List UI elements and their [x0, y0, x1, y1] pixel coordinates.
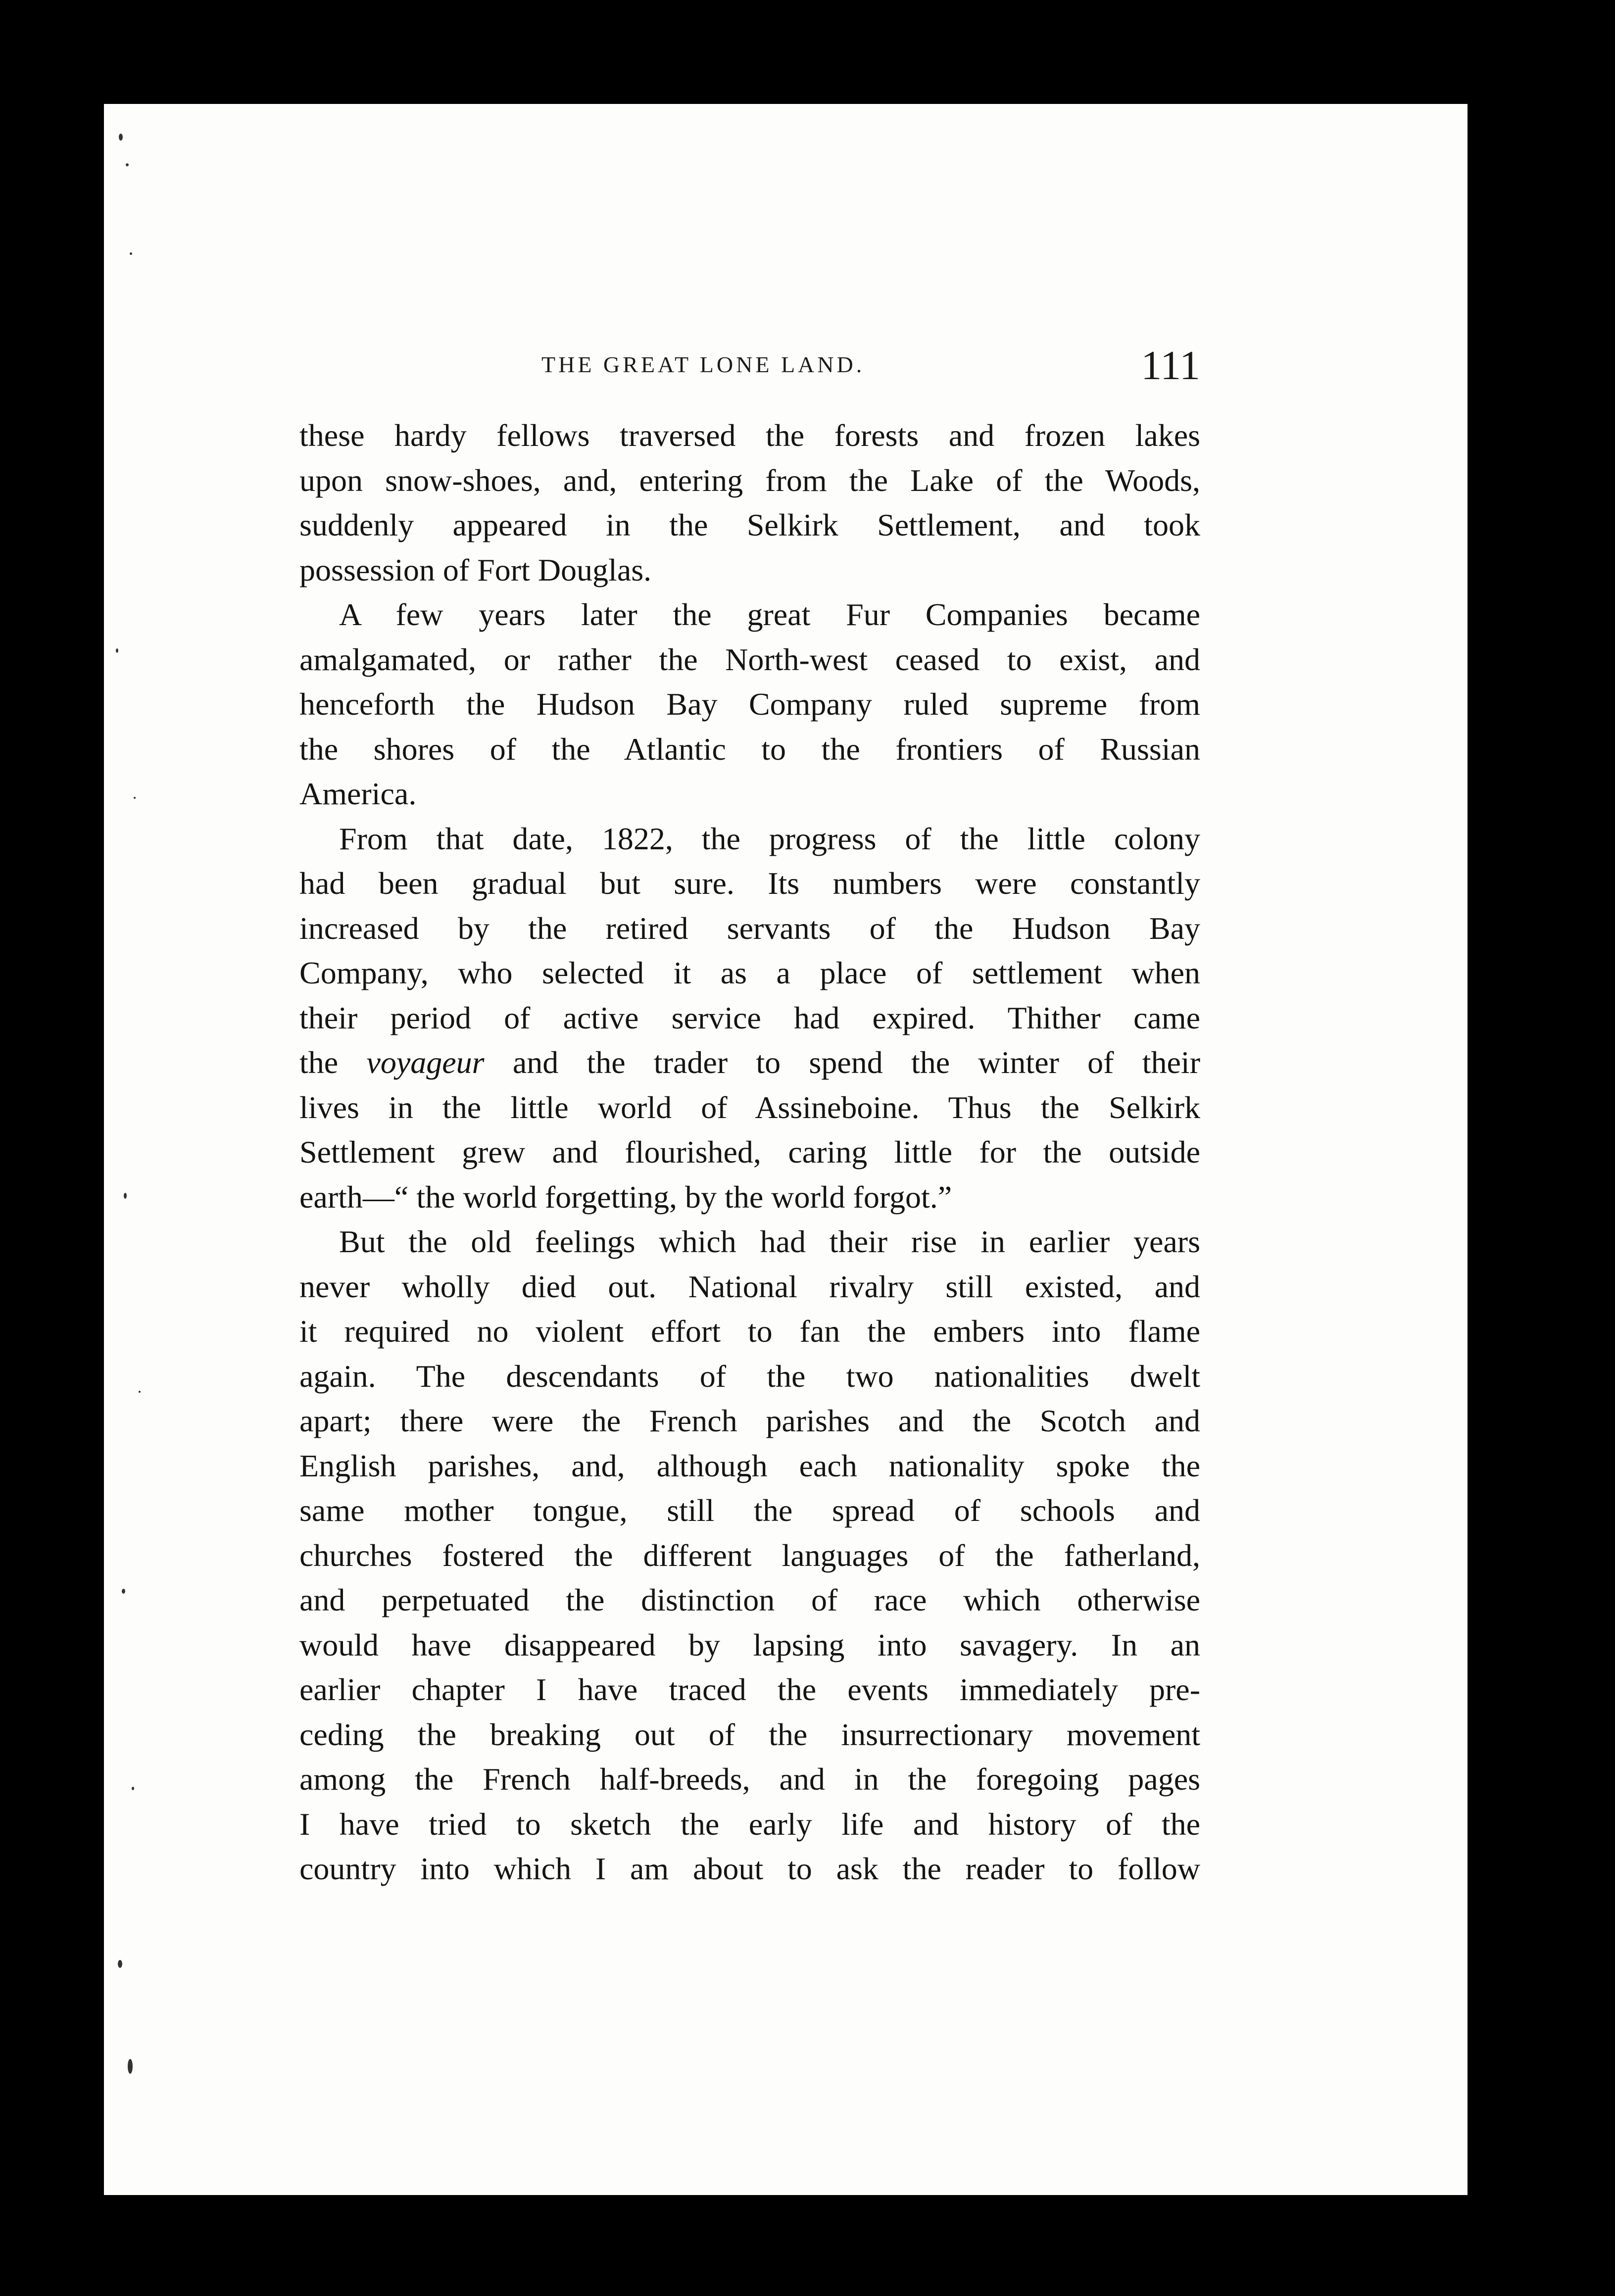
text-line: Company, who selected it as a place of settlement when	[299, 955, 1200, 990]
text-line: would have disappeared by lapsing into savagery. In an	[299, 1627, 1200, 1662]
text-line: henceforth the Hudson Bay Company ruled supreme from	[299, 686, 1200, 722]
text-fragment: and the trader to spend the winter of their	[512, 1045, 1200, 1080]
text-line: again. The descendants of the two nationalities dwelt	[299, 1358, 1200, 1394]
text-line: churches fostered the different languages of the fatherland,	[299, 1537, 1200, 1573]
running-head-title: THE GREAT LONE LAND.	[541, 352, 865, 377]
text-line: earlier chapter I have traced the events immediately pre-	[299, 1672, 1200, 1707]
text-line: amalgamated, or rather the North-west ceased to exist, and	[299, 641, 1200, 677]
text-line: But the old feelings which had their rise in earlier years	[339, 1224, 1200, 1259]
text-fragment: the	[299, 1045, 339, 1080]
binding-gutter-specks	[104, 104, 163, 2195]
text-line: suddenly appeared in the Selkirk Settlement, and took	[299, 507, 1200, 542]
text-line: A few years later the great Fur Companies became	[339, 597, 1200, 632]
text-line: these hardy fellows traversed the forests and frozen lakes	[299, 418, 1200, 453]
running-head	[104, 342, 1200, 396]
text-line: never wholly died out. National rivalry still existed, and	[299, 1269, 1200, 1304]
text-line: had been gradual but sure. Its numbers were constantly	[299, 866, 1200, 901]
text-line-mixed	[299, 1040, 1200, 1085]
book-page	[104, 104, 1468, 2195]
text-line: earth—“ the world forgetting, by the world forgot.”	[299, 1179, 952, 1215]
text-line: I have tried to sketch the early life and history of the	[299, 1806, 1200, 1842]
text-line: same mother tongue, still the spread of schools and	[299, 1493, 1200, 1528]
text-line: upon snow-shoes, and, entering from the Lake of the Woods,	[299, 462, 1200, 498]
text-line: America.	[299, 776, 417, 811]
text-line: country into which I am about to ask the reader to follow	[299, 1851, 1200, 1886]
text-line: Settlement grew and flourished, caring little for the outside	[299, 1134, 1200, 1170]
text-line: apart; there were the French parishes and the Scotch and	[299, 1403, 1200, 1438]
text-line: it required no violent effort to fan the embers into flame	[299, 1314, 1200, 1349]
text-line: among the French half-breeds, and in the foregoing pages	[299, 1761, 1200, 1797]
italic-word: voyageur	[366, 1045, 485, 1080]
text-line: the shores of the Atlantic to the frontiers of Russian	[299, 731, 1200, 767]
text-line: lives in the little world of Assineboine. Thus the Selkirk	[299, 1089, 1200, 1125]
page-number: 111	[1141, 342, 1200, 389]
body-text	[299, 413, 1200, 1892]
text-line: possession of Fort Douglas.	[299, 552, 652, 587]
text-line: and perpetuated the distinction of race which otherwise	[299, 1582, 1200, 1617]
text-line: From that date, 1822, the progress of the little colony	[339, 821, 1200, 856]
text-line: increased by the retired servants of the Hudson Bay	[299, 910, 1200, 946]
text-line: ceding the breaking out of the insurrectionary movement	[299, 1716, 1200, 1752]
text-line: English parishes, and, although each nationality spoke the	[299, 1448, 1200, 1483]
text-line: their period of active service had expired. Thither came	[299, 1000, 1200, 1035]
